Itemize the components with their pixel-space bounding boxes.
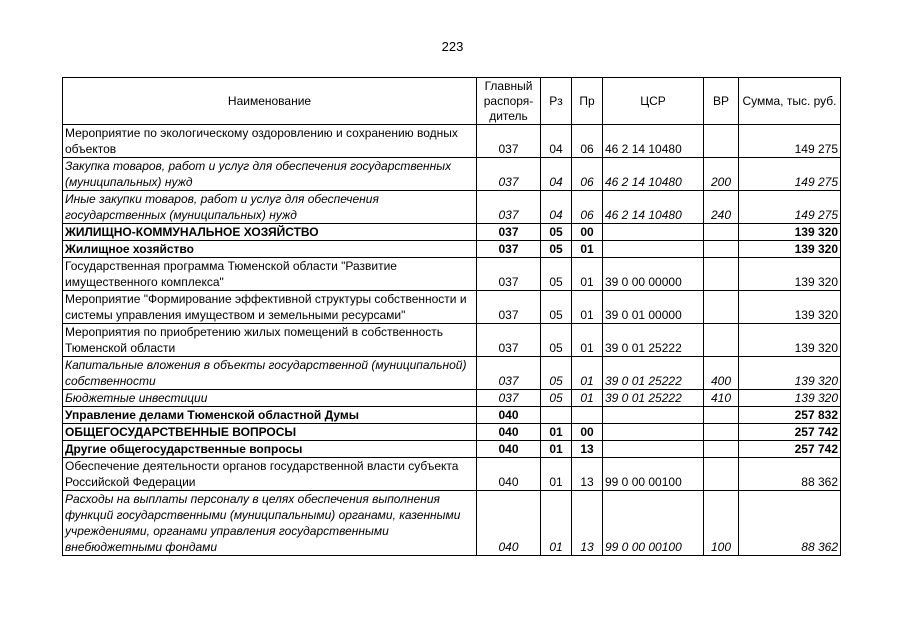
cell-vr [704,441,739,458]
cell-name: Бюджетные инвестиции [63,390,477,407]
cell-manager: 037 [477,258,541,291]
cell-pr: 01 [572,324,603,357]
page-number: 223 [441,39,464,54]
cell-name: ОБЩЕГОСУДАРСТВЕННЫЕ ВОПРОСЫ [63,424,477,441]
cell-pr: 06 [572,158,603,191]
table-row [63,491,841,556]
cell-sum: 88 362 [739,491,841,556]
cell-manager: 040 [477,441,541,458]
cell-manager: 040 [477,491,541,556]
cell-csr: 39 0 01 25222 [603,357,704,390]
cell-manager: 040 [477,407,541,424]
cell-csr [603,407,704,424]
cell-rz: 05 [541,357,572,390]
table-row [63,191,841,224]
cell-rz: 05 [541,390,572,407]
cell-pr: 06 [572,125,603,158]
cell-vr [704,258,739,291]
header-manager: Главный распоря-дитель [477,78,541,125]
cell-vr [704,424,739,441]
cell-manager: 037 [477,125,541,158]
cell-pr: 13 [572,458,603,491]
cell-csr: 99 0 00 00100 [603,491,704,556]
cell-sum: 88 362 [739,458,841,491]
cell-name: Обеспечение деятельности органов государственной власти субъекта Российской Федерации [63,458,477,491]
cell-csr [603,224,704,241]
cell-rz: 05 [541,224,572,241]
table-row [63,424,841,441]
cell-vr [704,224,739,241]
cell-sum: 149 275 [739,125,841,158]
cell-name: Управление делами Тюменской областной Думы [63,407,477,424]
table-row [63,125,841,158]
cell-rz: 01 [541,424,572,441]
cell-sum: 149 275 [739,158,841,191]
cell-name: Капитальные вложения в объекты государственной (муниципальной) собственности [63,357,477,390]
budget-table [62,77,841,556]
cell-name: Жилищное хозяйство [63,241,477,258]
header-csr: ЦСР [603,78,704,125]
table-row [63,407,841,424]
cell-vr: 200 [704,158,739,191]
cell-name: Мероприятия по приобретению жилых помещений в собственность Тюменской области [63,324,477,357]
header-name: Наименование [63,78,477,125]
cell-pr: 01 [572,390,603,407]
cell-csr: 46 2 14 10480 [603,158,704,191]
cell-name: Государственная программа Тюменской области "Развитие имущественного комплекса" [63,258,477,291]
cell-rz: 01 [541,491,572,556]
table-row [63,258,841,291]
cell-csr [603,424,704,441]
cell-manager: 037 [477,224,541,241]
cell-name: Другие общегосударственные вопросы [63,441,477,458]
cell-manager: 040 [477,458,541,491]
cell-vr: 410 [704,390,739,407]
cell-manager: 037 [477,324,541,357]
cell-manager: 037 [477,390,541,407]
table-body [63,125,841,556]
cell-rz: 01 [541,458,572,491]
cell-csr: 39 0 01 00000 [603,291,704,324]
cell-csr: 39 0 01 25222 [603,390,704,407]
cell-csr: 99 0 00 00100 [603,458,704,491]
cell-csr: 46 2 14 10480 [603,191,704,224]
cell-sum: 139 320 [739,390,841,407]
table-row [63,324,841,357]
cell-sum: 139 320 [739,241,841,258]
table-row [63,224,841,241]
cell-sum: 257 832 [739,407,841,424]
cell-vr [704,458,739,491]
cell-csr: 46 2 14 10480 [603,125,704,158]
cell-vr [704,125,739,158]
cell-sum: 257 742 [739,424,841,441]
table-row [63,241,841,258]
cell-manager: 037 [477,158,541,191]
cell-rz: 04 [541,125,572,158]
cell-rz: 04 [541,191,572,224]
cell-pr: 13 [572,441,603,458]
table-header-row [63,78,841,125]
header-vr: ВР [704,78,739,125]
cell-vr [704,324,739,357]
cell-rz: 05 [541,241,572,258]
cell-vr [704,291,739,324]
table-row [63,291,841,324]
cell-pr: 01 [572,258,603,291]
cell-name: Закупка товаров, работ и услуг для обеспечения государственных (муниципальных) нужд [63,158,477,191]
cell-sum: 139 320 [739,258,841,291]
cell-vr [704,407,739,424]
header-rz: Рз [541,78,572,125]
cell-manager: 037 [477,291,541,324]
header-sum: Сумма, тыс. руб. [739,78,841,125]
cell-csr [603,241,704,258]
header-pr: Пр [572,78,603,125]
cell-rz: 01 [541,441,572,458]
cell-sum: 139 320 [739,224,841,241]
cell-csr: 39 0 01 25222 [603,324,704,357]
cell-manager: 037 [477,241,541,258]
cell-pr: 01 [572,291,603,324]
cell-pr: 00 [572,424,603,441]
cell-csr: 39 0 00 00000 [603,258,704,291]
cell-sum: 149 275 [739,191,841,224]
cell-vr: 400 [704,357,739,390]
cell-rz: 05 [541,291,572,324]
cell-sum: 139 320 [739,357,841,390]
cell-pr: 01 [572,357,603,390]
cell-name: Мероприятие "Формирование эффективной структуры собственности и системы управления имуществом и земельными ресурсами" [63,291,477,324]
cell-rz: 05 [541,258,572,291]
cell-manager: 037 [477,191,541,224]
cell-sum: 139 320 [739,324,841,357]
cell-name: Расходы на выплаты персоналу в целях обеспечения выполнения функций государственными (муниципальными) органами, казенными учреждениями, органами управления государственными внебюджетными фондами [63,491,477,556]
table-row [63,458,841,491]
table-row [63,441,841,458]
cell-pr: 00 [572,224,603,241]
cell-pr: 01 [572,241,603,258]
cell-vr: 100 [704,491,739,556]
cell-vr: 240 [704,191,739,224]
cell-rz: 04 [541,158,572,191]
cell-name: ЖИЛИЩНО-КОММУНАЛЬНОЕ ХОЗЯЙСТВО [63,224,477,241]
cell-manager: 037 [477,357,541,390]
cell-manager: 040 [477,424,541,441]
cell-pr: 06 [572,191,603,224]
cell-name: Мероприятие по экологическому оздоровлению и сохранению водных объектов [63,125,477,158]
table-row [63,357,841,390]
cell-rz: 05 [541,324,572,357]
cell-rz [541,407,572,424]
table-row [63,158,841,191]
cell-vr [704,241,739,258]
cell-csr [603,441,704,458]
cell-pr: 13 [572,491,603,556]
cell-name: Иные закупки товаров, работ и услуг для обеспечения государственных (муниципальных) нужд [63,191,477,224]
cell-sum: 257 742 [739,441,841,458]
cell-sum: 139 320 [739,291,841,324]
cell-pr [572,407,603,424]
table-row [63,390,841,407]
